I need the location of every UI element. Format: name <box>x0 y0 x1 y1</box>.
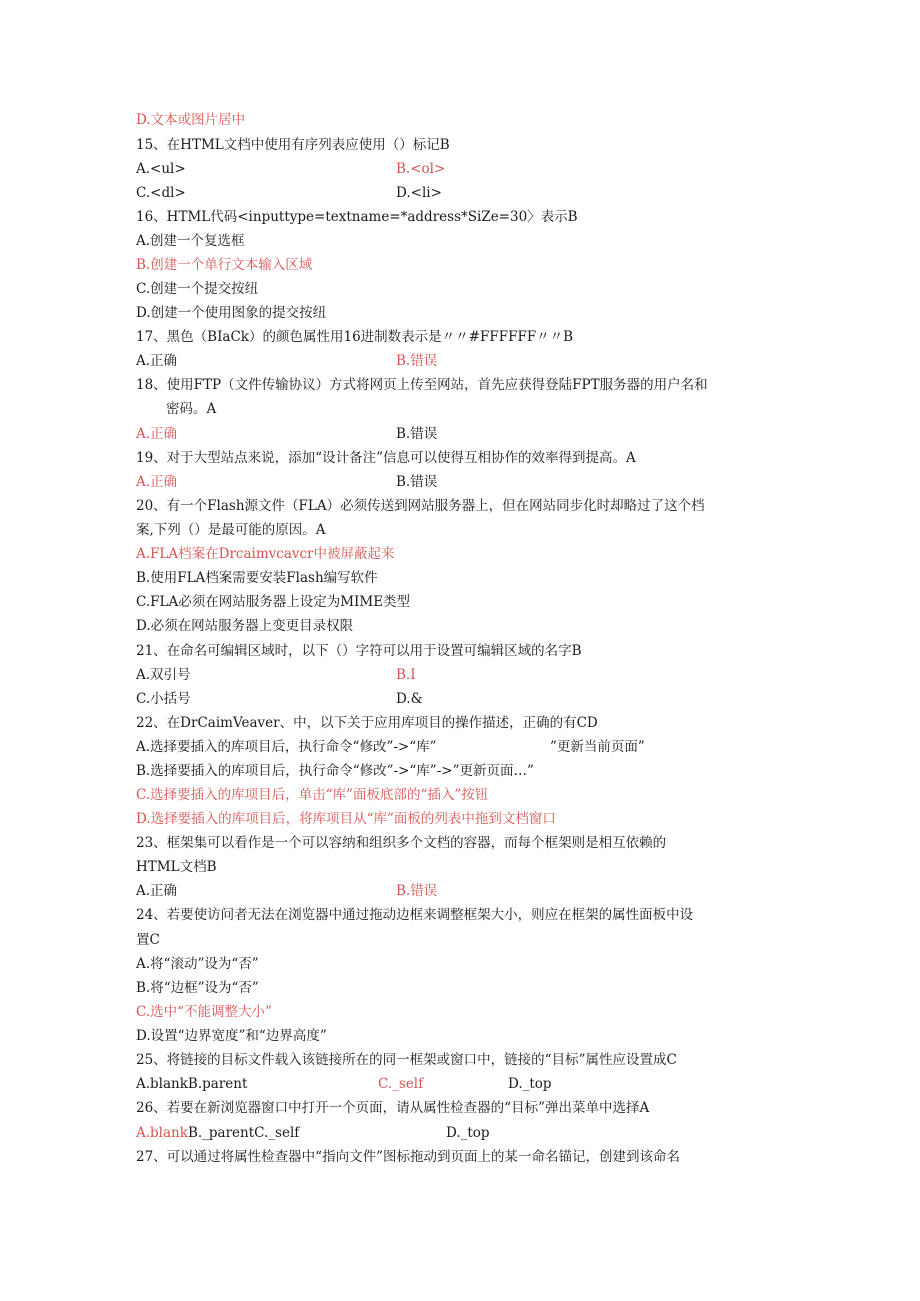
option-a-correct: A.正确 <box>136 426 178 442</box>
option-d: D._top <box>446 1125 490 1141</box>
option-c-correct: C.选择要插入的库项目后，单击“库”面板底部的“插入”按钮 <box>136 787 489 803</box>
option-c: C.<dl> <box>136 185 186 201</box>
option-b: B.错误 <box>396 474 438 490</box>
options-row <box>136 473 438 491</box>
option-b-correct: B.I <box>396 667 416 683</box>
question-27: 27、可以通过将属性检查器中“指向文件”图标拖动到页面上的某一命名锚记，创建到该命名 <box>136 1149 680 1165</box>
option-c-correct: C._self <box>378 1076 424 1092</box>
options-row <box>136 160 446 178</box>
option-d: D.设置“边界宽度”和“边界高度” <box>136 1028 327 1044</box>
option-a-correct: A.正确 <box>136 474 178 490</box>
options-row <box>136 1124 490 1142</box>
question-23-cont: HTML文档B <box>136 859 217 875</box>
question-25: 25、将链接的目标文件载入该链接所在的同一框架或窗口中，链接的“目标”属性应设置成C <box>136 1052 677 1068</box>
question-19: 19、对于大型站点来说，添加“设计备注”信息可以使得互相协作的效率得到提高。A <box>136 450 636 466</box>
option-c: C.小括号 <box>136 691 191 707</box>
options-row <box>136 882 438 900</box>
question-18-cont: 密码。A <box>166 401 217 417</box>
option-b: B.选择要插入的库项目后，执行命令“修改”->“库”->”更新页面…” <box>136 763 534 779</box>
option-d: D.& <box>396 691 423 707</box>
option-b: B.错误 <box>396 426 438 442</box>
option-c: C.FLA必须在网站服务器上设定为MIME类型 <box>136 594 411 610</box>
option-d: D.创建一个使用图象的提交按纽 <box>136 305 327 321</box>
option-ab: A.blankB.parent <box>136 1076 248 1092</box>
option-b-correct: B.错误 <box>396 883 438 899</box>
option-d-correct: D.选择要插入的库项目后，将库项目从“库”面板的列表中拖到文档窗口 <box>136 811 556 827</box>
option-a <box>136 738 645 756</box>
option-d: D.必须在网站服务器上变更目录权限 <box>136 618 354 634</box>
option-b-correct: B.错误 <box>396 353 438 369</box>
options-row <box>136 425 438 443</box>
option-a-correct: A.blank <box>136 1125 188 1141</box>
answer-line: D.文本或图片居中 <box>136 112 246 128</box>
question-24-cont: 置C <box>136 932 160 948</box>
question-20-cont: 案,下列（）是最可能的原因。A <box>136 522 326 538</box>
option-a: A.正确 <box>136 353 178 369</box>
option-b: B.使用FLA档案需要安装Flash编写软件 <box>136 570 378 586</box>
question-21: 21、在命名可编辑区域时，以下（）字符可以用于设置可编辑区域的名字B <box>136 643 582 659</box>
option-a-correct: A.FLA档案在Drcaimvcavcr中被屏蔽起来 <box>136 546 395 562</box>
options-row <box>136 666 416 684</box>
options-row <box>136 184 442 202</box>
option-d: D.<li> <box>396 185 442 201</box>
options-row <box>136 1075 552 1093</box>
options-row <box>136 690 423 708</box>
options-row <box>136 352 438 370</box>
option-a: A.双引号 <box>136 667 191 683</box>
option-a-part1: A.选择要插入的库项目后，执行命令“修改”->“库” <box>136 739 437 755</box>
option-bc: B._parentC._self <box>187 1125 300 1141</box>
question-15: 15、在HTML文档中使用有序列表应使用（）标记B <box>136 137 450 153</box>
option-a: A.创建一个复选框 <box>136 233 245 249</box>
question-20: 20、有一个Flash源文件（FLA）必须传送到网站服务器上，但在网站同步化时却略过了这个档 <box>136 498 705 514</box>
option-b-correct: B.创建一个单行文本输入区域 <box>136 257 313 273</box>
option-a: A.<ul> <box>136 161 186 177</box>
option-a-part2: ”更新当前页面” <box>550 739 645 755</box>
question-17: 17、黑色（BIaCk）的颜色属性用16进制数表示是〃〃#FFFFFF〃〃B <box>136 329 574 345</box>
option-b: B.将“边框”设为“否” <box>136 980 259 996</box>
option-c: C.创建一个提交按纽 <box>136 281 259 297</box>
question-26: 26、若要在新浏览器窗口中打开一个页面，请从属性检查器的“目标”弹出菜单中选择A <box>136 1100 650 1116</box>
option-c-correct: C.选中“不能调整大小” <box>136 1004 272 1020</box>
question-18: 18、使用FTP（文件传输协议）方式将网页上传至网站，首先应获得登陆FPT服务器的用户名和 <box>136 377 708 393</box>
question-22: 22、在DrCaimVeaver、中，以下关于应用库项目的操作描述，正确的有CD <box>136 715 598 731</box>
option-d: D._top <box>508 1076 552 1092</box>
option-a: A.正确 <box>136 883 178 899</box>
question-16: 16、HTML代码<inputtype=textname=*address*SiZe=30〉表示B <box>136 209 578 225</box>
question-24: 24、若要使访问者无法在浏览器中通过拖动边框来调整框架大小，则应在框架的属性面板中设 <box>136 907 694 923</box>
option-a: A.将“滚动”设为“否” <box>136 956 259 972</box>
option-b-correct: B.<ol> <box>396 161 446 177</box>
question-23: 23、框架集可以看作是一个可以容纳和组织多个文档的容器，而每个框架则是相互依赖的 <box>136 835 667 851</box>
